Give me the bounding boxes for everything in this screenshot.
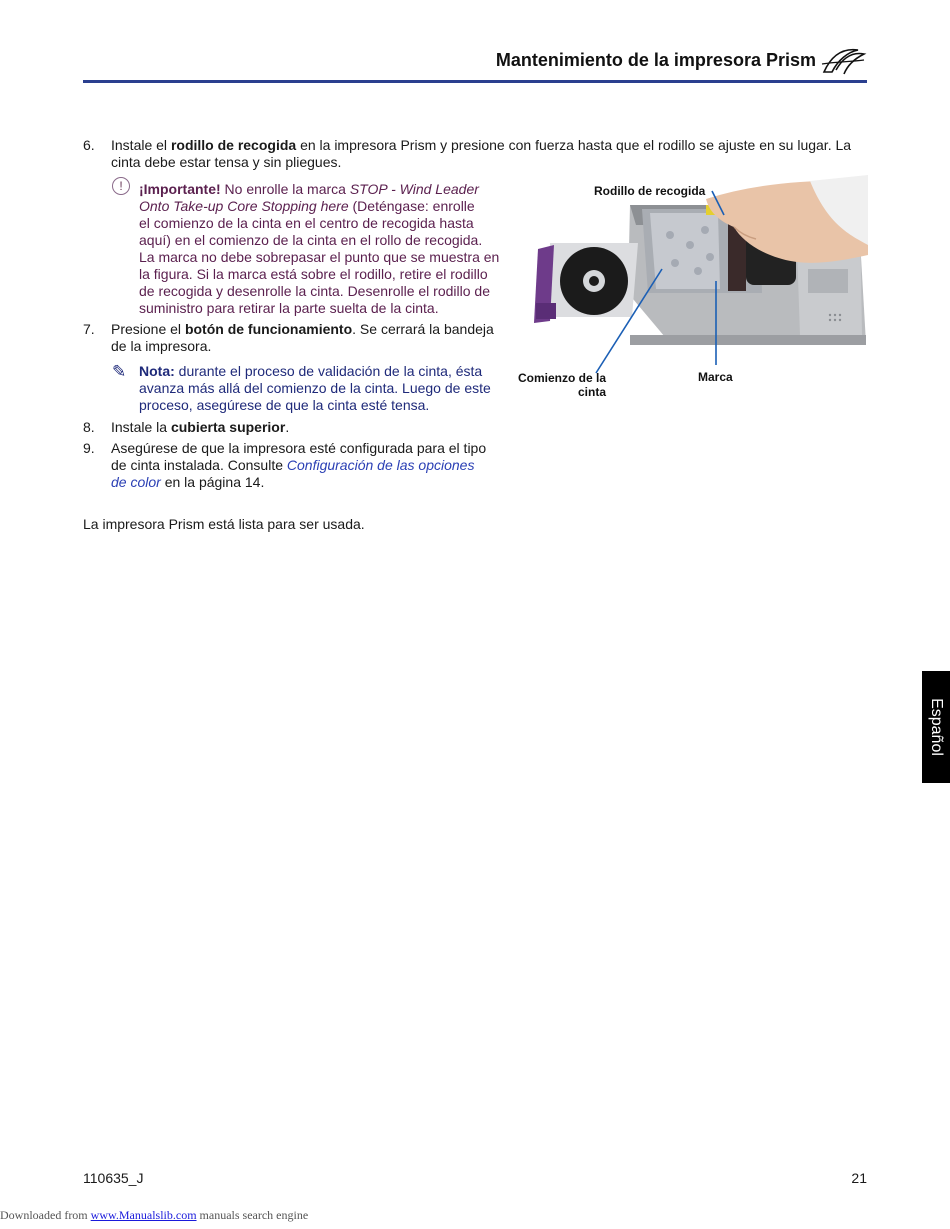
step-number: 7.	[83, 321, 95, 337]
important-icon: !	[112, 177, 130, 195]
step-text: Presione el botón de funcionamiento. Se cerrará la bandeja	[111, 321, 494, 337]
step-text-line3: de color en la página 14.	[111, 474, 265, 490]
important-callout: ¡Importante! No enrolle la marca STOP - Wind Leader Onto Take-up Core Stopping here (Deténgase: enrolle el comienzo de la cinta en el centro de recogida hasta aquí) en el comienzo de la cinta en el rollo de recogida. La marca no debe sobrepasar el punto que se muestra en la figura. Si la marca está sobre el rodillo, retire el rodillo de recogida y desenrolle la cinta. Desenrolle el rodillo de suministro para retirar la parte suelta de la cinta.	[139, 181, 500, 316]
step-text: Instale la cubierta superior.	[111, 419, 290, 435]
step-number: 6.	[83, 137, 95, 153]
doc-number: 110635_J	[83, 1170, 144, 1186]
figure-label-roller: Rodillo de recogida	[594, 184, 706, 198]
page-number: 21	[851, 1170, 867, 1186]
closing-text: La impresora Prism está lista para ser usada.	[83, 516, 365, 532]
color-options-link[interactable]: Configuración de las opciones	[286, 457, 475, 473]
step-8	[83, 419, 503, 436]
figure-label-mark: Marca	[698, 370, 733, 384]
download-banner: Downloaded from www.Manualslib.com manuals search engine	[0, 1208, 309, 1222]
color-options-link-cont[interactable]: de color	[111, 474, 161, 490]
step-text-line2: cinta debe estar tensa y sin pliegues.	[111, 154, 342, 170]
step-text: Asegúrese de que la impresora esté configurada para el tipo	[111, 440, 487, 456]
note-callout: Nota: durante el proceso de validación de la cinta, ésta avanza más allá del comienzo de la cinta. Luego de este proceso, asegúrese de que la cinta esté tensa.	[139, 363, 491, 413]
step-number: 8.	[83, 419, 95, 435]
step-text-line2: de la impresora.	[111, 338, 212, 354]
language-tab: Español	[922, 671, 950, 783]
step-text: Instale el rodillo de recogida en la impresora Prism y presione con fuerza hasta que el rodillo se ajuste en su lugar. La	[111, 137, 852, 153]
manualslib-link[interactable]: www.Manualslib.com	[90, 1208, 197, 1222]
step-number: 9.	[83, 440, 95, 456]
note-pencil-icon: ✎	[112, 362, 127, 381]
step-7	[83, 321, 503, 355]
step-6	[83, 137, 867, 171]
brand-logo-icon	[818, 44, 868, 78]
page-title: Mantenimiento de la impresora Prism	[495, 50, 816, 70]
step-text-line2: de cinta instalada. Consulte Configuración de las opciones	[111, 457, 475, 473]
step-9	[83, 440, 503, 491]
figure-label-ribbon-start: Comienzo de la cinta	[517, 371, 606, 399]
header-rule	[83, 80, 867, 83]
